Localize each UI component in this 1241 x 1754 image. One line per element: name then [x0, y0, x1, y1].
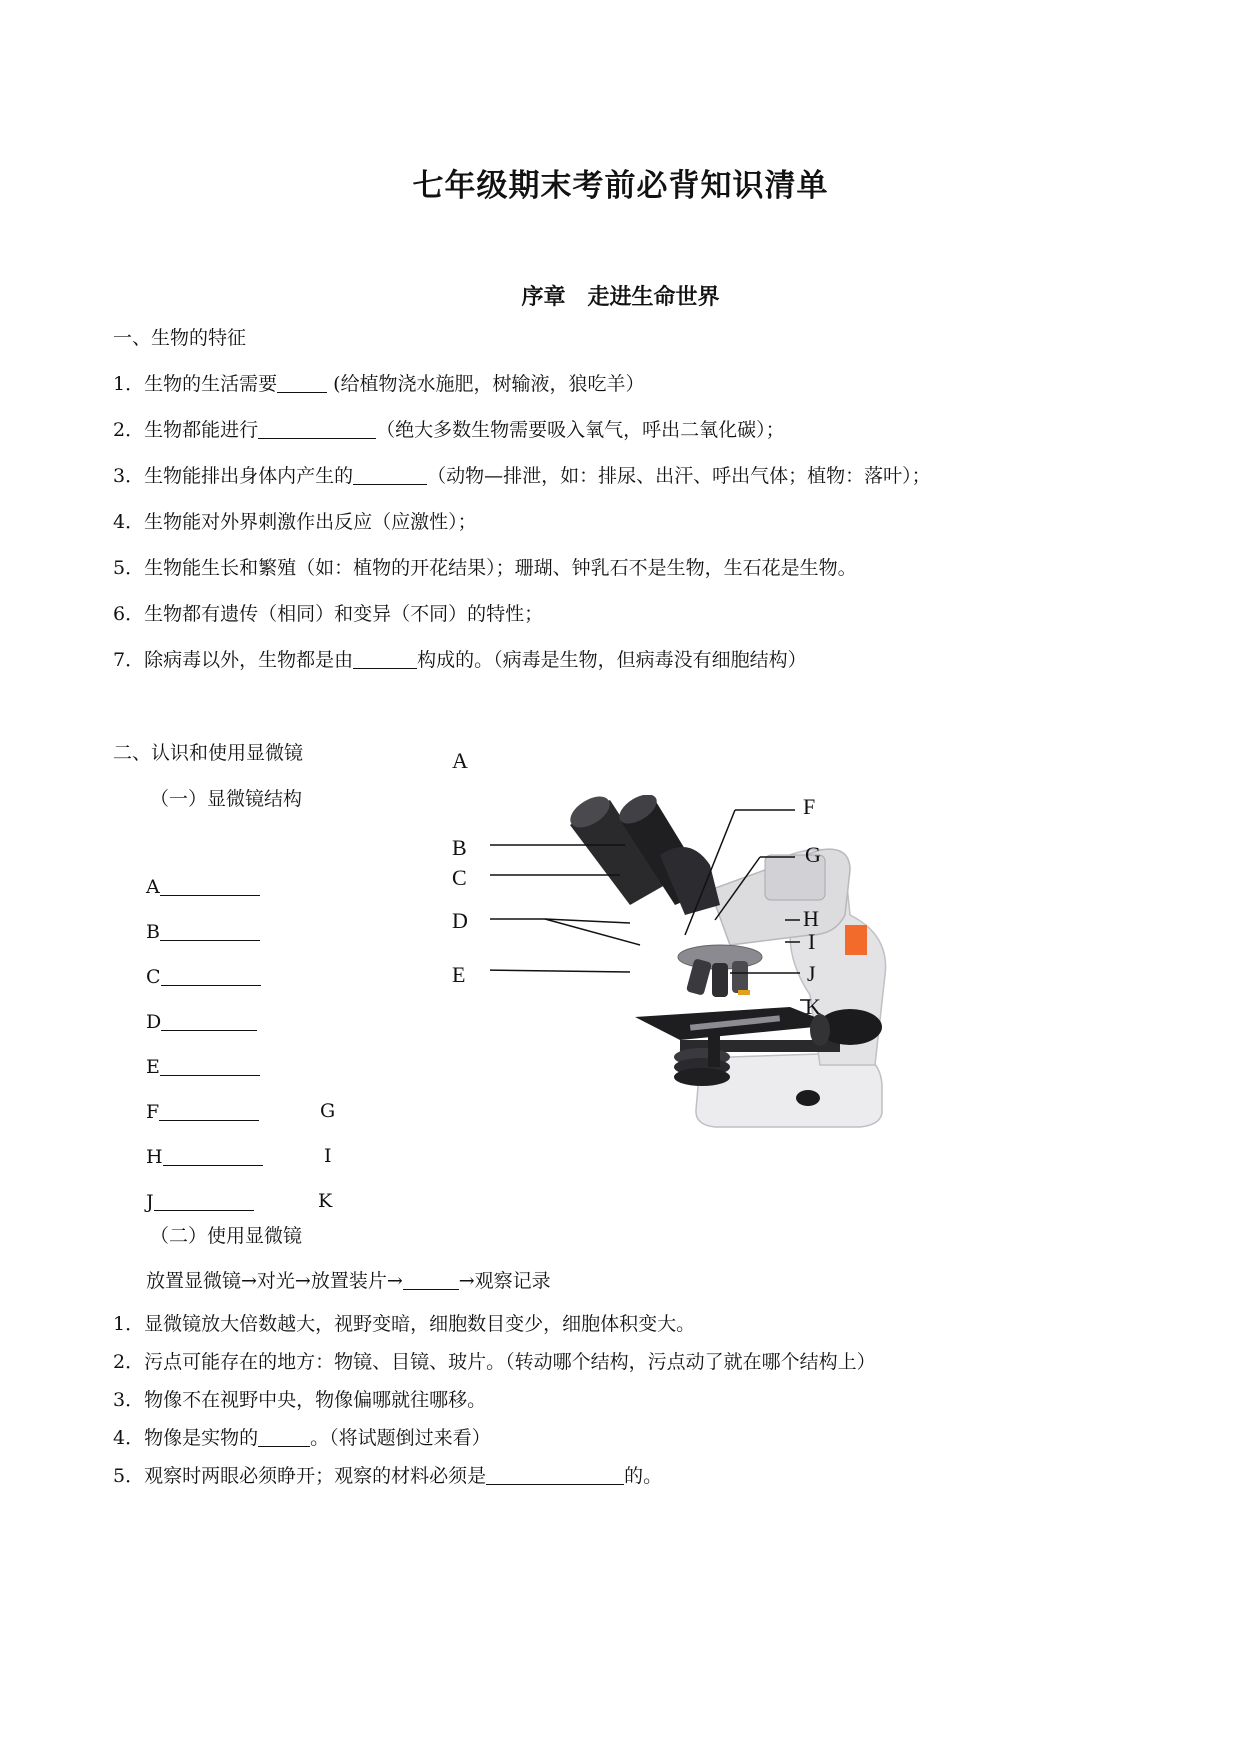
- answer-blank: [161, 1010, 257, 1031]
- page-title: 七年级期末考前必背知识清单: [412, 168, 829, 204]
- procedure-steps: [146, 1268, 551, 1294]
- answer-blank: [154, 1190, 254, 1211]
- diagram-label-a: A: [452, 748, 468, 773]
- answer-blank: [486, 1464, 624, 1485]
- answer-blank: [160, 920, 260, 941]
- diagram-label-f: F: [803, 794, 816, 819]
- objective-lens: [732, 961, 748, 993]
- list-item: 2．污点可能存在的地方：物镜、目镜、玻片。（转动哪个结构，污点动了就在哪个结构上）: [113, 1351, 876, 1373]
- diagram-label-j: J: [807, 961, 816, 986]
- item-text: （绝大多数生物需要吸入氧气，呼出二氧化碳）；: [376, 419, 785, 441]
- answer-blank: [159, 1100, 259, 1121]
- diagram-label-h: H: [803, 906, 819, 931]
- part-entry: E: [146, 1055, 260, 1078]
- item-text: 的。: [624, 1465, 663, 1487]
- list-item: [113, 1425, 491, 1451]
- list-item: [113, 371, 645, 397]
- part-entry: F: [146, 1100, 259, 1123]
- section1-heading: 一、生物的特征: [113, 327, 247, 349]
- diagram-label-d: D: [452, 908, 468, 933]
- list-item: 5．生物能生长和繁殖（如：植物的开花结果）；珊瑚、钟乳石不是生物，生石花是生物。: [113, 557, 857, 579]
- chapter-title: 序章 走进生命世界: [521, 285, 720, 310]
- item-text: (给植物浇水施肥，树输液，狼吃羊）: [327, 373, 645, 395]
- subsection-heading: （一）显微镜结构: [150, 788, 303, 810]
- item-text: 1．生物的生活需要: [113, 373, 278, 395]
- orange-label: [845, 925, 867, 955]
- part-entry: J: [146, 1190, 254, 1213]
- part-label-k: K: [318, 1190, 333, 1212]
- item-text: 3．生物能排出身体内产生的: [113, 465, 354, 487]
- list-item: [113, 463, 931, 489]
- part-label-i: I: [324, 1145, 332, 1167]
- answer-blank: [258, 1426, 310, 1447]
- objective-ring: [738, 990, 750, 995]
- diagram-label-e: E: [452, 962, 466, 987]
- answer-blank: [403, 1269, 459, 1290]
- part-entry: A: [146, 875, 260, 898]
- list-item: [113, 647, 807, 673]
- diagram-label-g: G: [805, 842, 821, 867]
- diagram-label-c: C: [452, 865, 467, 890]
- item-text: 2．生物都能进行: [113, 419, 259, 441]
- answer-blank: [163, 1145, 263, 1166]
- list-item: [113, 417, 785, 443]
- answer-blank: [258, 418, 376, 439]
- part-label-g: G: [320, 1100, 336, 1122]
- item-text: 5．观察时两眼必须睁开；观察的材料必须是: [113, 1465, 487, 1487]
- list-item: 3．物像不在视野中央，物像偏哪就往哪移。: [113, 1389, 487, 1411]
- microscope-diagram: [490, 795, 950, 1170]
- diagram-label-b: B: [452, 835, 467, 860]
- diagram-label-k: K: [805, 994, 821, 1019]
- part-entry: H: [146, 1145, 263, 1168]
- list-item: 6．生物都有遗传（相同）和变异（不同）的特性；: [113, 603, 544, 625]
- step-text: →观察记录: [458, 1270, 551, 1292]
- part-entry: C: [146, 965, 261, 988]
- stage-knob: [708, 1033, 720, 1067]
- item-text: 7．除病毒以外，生物都是由: [113, 649, 354, 671]
- answer-blank: [277, 372, 327, 393]
- diagram-label-i: I: [808, 929, 816, 954]
- answer-blank: [353, 648, 417, 669]
- answer-blank: [160, 1055, 260, 1076]
- light-switch: [796, 1090, 820, 1106]
- item-text: （动物—排泄，如：排尿、出汗、呼出气体；植物：落叶）；: [427, 465, 931, 487]
- condenser: [674, 1068, 730, 1086]
- subsection-heading: （二）使用显微镜: [150, 1225, 303, 1247]
- list-item: 4．生物能对外界刺激作出反应（应激性）；: [113, 511, 477, 533]
- step-text: 放置显微镜→对光→放置装片→: [146, 1270, 403, 1292]
- part-entry: D: [146, 1010, 257, 1033]
- part-entry: B: [146, 920, 260, 943]
- section2-heading: 二、认识和使用显微镜: [113, 742, 304, 764]
- list-item: [113, 1463, 662, 1489]
- item-text: 构成的。（病毒是生物，但病毒没有细胞结构）: [417, 649, 807, 671]
- item-text: 。（将试题倒过来看）: [310, 1427, 491, 1449]
- answer-blank: [353, 464, 427, 485]
- answer-blank: [160, 875, 260, 896]
- item-text: 4．物像是实物的: [113, 1427, 259, 1449]
- objective-lens: [712, 963, 728, 997]
- list-item: 1．显微镜放大倍数越大，视野变暗，细胞数目变少，细胞体积变大。: [113, 1313, 696, 1335]
- answer-blank: [161, 965, 261, 986]
